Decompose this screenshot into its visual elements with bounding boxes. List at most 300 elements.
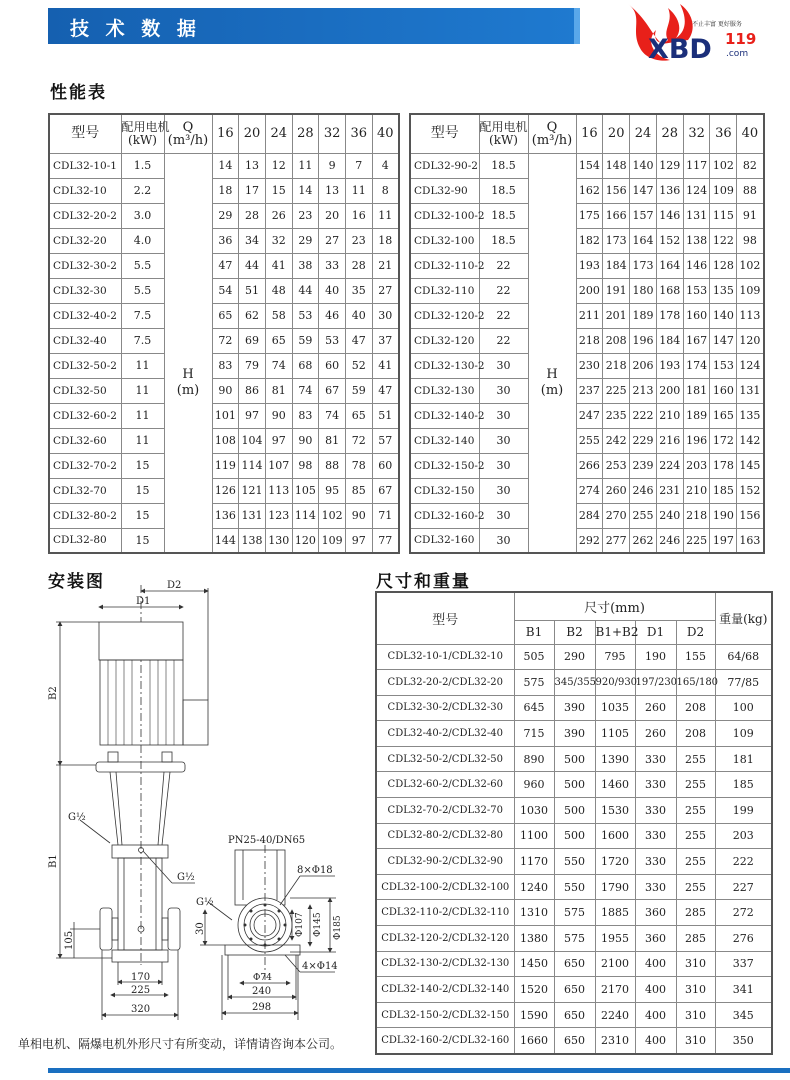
model-cell: CDL32-100 xyxy=(410,228,479,253)
head-value-cell: 142 xyxy=(737,428,764,453)
dimension-cell: 310 xyxy=(676,977,715,1003)
head-value-cell: 28 xyxy=(239,203,266,228)
dimension-cell: 345/355 xyxy=(554,670,595,696)
head-value-cell: 135 xyxy=(737,403,764,428)
table-row xyxy=(376,746,772,772)
head-value-cell: 210 xyxy=(656,403,683,428)
head-value-cell: 67 xyxy=(372,478,399,503)
dimension-cell: 500 xyxy=(554,798,595,824)
weight-cell: 199 xyxy=(715,798,772,824)
head-value-cell: 148 xyxy=(603,153,630,178)
model-cell: CDL32-130 xyxy=(410,378,479,403)
head-value-cell: 211 xyxy=(576,303,603,328)
head-value-cell: 44 xyxy=(239,253,266,278)
table-row xyxy=(376,977,772,1003)
dimension-cell: 330 xyxy=(635,746,676,772)
head-value-cell: 266 xyxy=(576,453,603,478)
label-g-flange: G½ xyxy=(196,897,214,908)
weight-cell: 341 xyxy=(715,977,772,1003)
head-value-cell: 246 xyxy=(656,528,683,553)
head-value-cell: 48 xyxy=(265,278,292,303)
dimension-cell: 400 xyxy=(635,951,676,977)
label-bolts: 8×Φ18 xyxy=(297,865,333,876)
head-value-cell: 216 xyxy=(656,428,683,453)
table-row xyxy=(376,823,772,849)
table-row xyxy=(410,353,764,378)
logo-brand: XBD xyxy=(648,34,712,65)
head-value-cell: 29 xyxy=(212,203,239,228)
head-value-cell: 154 xyxy=(576,153,603,178)
head-value-cell: 65 xyxy=(265,328,292,353)
head-value-cell: 240 xyxy=(656,503,683,528)
head-value-cell: 32 xyxy=(265,228,292,253)
head-value-cell: 225 xyxy=(683,528,710,553)
dimensions-heading: 尺寸和重量 xyxy=(376,572,471,592)
table-row xyxy=(376,721,772,747)
dimension-cell: 1660 xyxy=(514,1028,554,1054)
dimension-cell: 1035 xyxy=(595,695,635,721)
head-value-cell: 81 xyxy=(265,378,292,403)
head-value-cell: 147 xyxy=(630,178,657,203)
dimension-cell: 1380 xyxy=(514,926,554,952)
head-value-cell: 138 xyxy=(239,528,266,553)
table-row xyxy=(376,900,772,926)
head-value-cell: 90 xyxy=(345,503,372,528)
head-value-cell: 157 xyxy=(630,203,657,228)
head-value-cell: 119 xyxy=(212,453,239,478)
head-value-cell: 81 xyxy=(319,428,346,453)
head-value-cell: 47 xyxy=(212,253,239,278)
head-value-cell: 185 xyxy=(710,478,737,503)
weight-cell: 181 xyxy=(715,746,772,772)
head-value-cell: 203 xyxy=(683,453,710,478)
motor-power-cell: 15 xyxy=(121,478,164,503)
head-value-cell: 9 xyxy=(319,153,346,178)
head-value-cell: 68 xyxy=(292,353,319,378)
label-b2: B2 xyxy=(48,686,59,700)
head-value-cell: 90 xyxy=(292,428,319,453)
header-motor-label: 配用电机 xyxy=(121,119,170,134)
table-row xyxy=(49,403,399,428)
head-value-cell: 13 xyxy=(239,153,266,178)
dimension-cell: 500 xyxy=(554,772,595,798)
dimension-cell: 285 xyxy=(676,926,715,952)
head-value-cell: 47 xyxy=(345,328,372,353)
weight-cell: 100 xyxy=(715,695,772,721)
model-cell: CDL32-90-2 xyxy=(410,153,479,178)
head-value-cell: 292 xyxy=(576,528,603,553)
logo-domain: .com xyxy=(726,49,749,59)
head-value-cell: 123 xyxy=(265,503,292,528)
model-cell: CDL32-20-2 xyxy=(49,203,121,228)
model-cell: CDL32-30-2/CDL32-30 xyxy=(376,695,514,721)
head-value-cell: 197 xyxy=(710,528,737,553)
dimension-cell: 1030 xyxy=(514,798,554,824)
model-cell: CDL32-140-2/CDL32-140 xyxy=(376,977,514,1003)
head-unit: (m) xyxy=(540,382,564,398)
dimension-cell: 1390 xyxy=(595,746,635,772)
head-value-cell: 18 xyxy=(212,178,239,203)
table-row xyxy=(49,278,399,303)
model-cell: CDL32-100-2/CDL32-100 xyxy=(376,874,514,900)
weight-cell: 337 xyxy=(715,951,772,977)
motor-power-cell: 22 xyxy=(479,328,528,353)
dimension-cell: 330 xyxy=(635,798,676,824)
table-row xyxy=(410,153,764,178)
head-value-cell: 41 xyxy=(372,353,399,378)
dimension-cell: 575 xyxy=(554,926,595,952)
head-value-cell: 8 xyxy=(372,178,399,203)
weight-cell: 227 xyxy=(715,874,772,900)
motor-power-cell: 18.5 xyxy=(479,178,528,203)
head-value-cell: 164 xyxy=(630,228,657,253)
head-value-cell: 17 xyxy=(239,178,266,203)
label-320: 320 xyxy=(131,1004,151,1015)
motor-power-cell: 5.5 xyxy=(121,253,164,278)
performance-table-right xyxy=(409,113,765,554)
head-value-cell: 160 xyxy=(710,378,737,403)
motor-power-cell: 30 xyxy=(479,353,528,378)
head-value-cell: 153 xyxy=(683,278,710,303)
performance-table-left xyxy=(48,113,400,554)
header-motor-power xyxy=(121,114,170,153)
table-row xyxy=(376,798,772,824)
dimension-cell: 1600 xyxy=(595,823,635,849)
table-row xyxy=(410,203,764,228)
table-row xyxy=(376,1002,772,1028)
head-value-cell: 36 xyxy=(212,228,239,253)
dimension-cell: 575 xyxy=(554,900,595,926)
head-value-cell: 225 xyxy=(603,378,630,403)
head-value-cell: 163 xyxy=(737,528,764,553)
dimension-cell: 255 xyxy=(676,874,715,900)
head-value-cell: 193 xyxy=(656,353,683,378)
dimension-cell: 310 xyxy=(676,951,715,977)
table-row xyxy=(410,228,764,253)
head-value-cell: 124 xyxy=(683,178,710,203)
header-model: 型号 xyxy=(376,592,514,644)
head-label-cell xyxy=(164,153,212,553)
head-value-cell: 71 xyxy=(372,503,399,528)
head-value-cell: 53 xyxy=(319,328,346,353)
table-row xyxy=(49,178,399,203)
motor-power-cell: 5.5 xyxy=(121,278,164,303)
header-flow xyxy=(164,114,212,153)
head-value-cell: 97 xyxy=(265,428,292,453)
dimension-cell: 400 xyxy=(635,1028,676,1054)
head-value-cell: 166 xyxy=(603,203,630,228)
head-value-cell: 206 xyxy=(630,353,657,378)
head-value-cell: 90 xyxy=(212,378,239,403)
table-row xyxy=(410,478,764,503)
header-motor-unit: (kW) xyxy=(489,132,518,147)
head-value-cell: 121 xyxy=(239,478,266,503)
head-value-cell: 15 xyxy=(265,178,292,203)
header-dim-col: B2 xyxy=(554,620,595,644)
dimension-cell: 645 xyxy=(514,695,554,721)
head-value-cell: 59 xyxy=(345,378,372,403)
model-cell: CDL32-10 xyxy=(49,178,121,203)
head-value-cell: 168 xyxy=(656,278,683,303)
header-dim-col: D1 xyxy=(635,620,676,644)
motor-power-cell: 15 xyxy=(121,453,164,478)
head-value-cell: 156 xyxy=(603,178,630,203)
dimension-cell: 1520 xyxy=(514,977,554,1003)
header-dim-col: B1+B2 xyxy=(595,620,635,644)
head-value-cell: 230 xyxy=(576,353,603,378)
head-value-cell: 160 xyxy=(683,303,710,328)
table-row xyxy=(49,503,399,528)
header-flow-unit: (m³/h) xyxy=(167,132,209,148)
head-value-cell: 11 xyxy=(345,178,372,203)
head-value-cell: 101 xyxy=(212,403,239,428)
header-flow-value: 32 xyxy=(683,114,710,153)
header-model: 型号 xyxy=(410,114,479,153)
label-105: 105 xyxy=(64,930,75,950)
head-value-cell: 239 xyxy=(630,453,657,478)
model-cell: CDL32-90 xyxy=(410,178,479,203)
table-row xyxy=(410,178,764,203)
model-cell: CDL32-70-2/CDL32-70 xyxy=(376,798,514,824)
model-cell: CDL32-110-2/CDL32-110 xyxy=(376,900,514,926)
head-value-cell: 69 xyxy=(239,328,266,353)
dimension-cell: 505 xyxy=(514,644,554,670)
head-value-cell: 58 xyxy=(265,303,292,328)
header-flow-value: 36 xyxy=(345,114,372,153)
head-value-cell: 189 xyxy=(683,403,710,428)
model-cell: CDL32-40-2 xyxy=(49,303,121,328)
model-cell: CDL32-20 xyxy=(49,228,121,253)
dimension-cell: 400 xyxy=(635,977,676,1003)
head-value-cell: 35 xyxy=(345,278,372,303)
weight-cell: 109 xyxy=(715,721,772,747)
head-value-cell: 146 xyxy=(683,253,710,278)
model-cell: CDL32-140-2 xyxy=(410,403,479,428)
table-row xyxy=(376,951,772,977)
head-value-cell: 184 xyxy=(656,328,683,353)
head-value-cell: 200 xyxy=(576,278,603,303)
table-row xyxy=(376,849,772,875)
table-row xyxy=(376,1028,772,1054)
head-value-cell: 180 xyxy=(630,278,657,303)
head-value-cell: 277 xyxy=(603,528,630,553)
header-flow-value: 28 xyxy=(656,114,683,153)
head-value-cell: 98 xyxy=(737,228,764,253)
motor-power-cell: 4.0 xyxy=(121,228,164,253)
model-cell: CDL32-100-2 xyxy=(410,203,479,228)
head-value-cell: 178 xyxy=(656,303,683,328)
head-value-cell: 145 xyxy=(737,453,764,478)
dimension-cell: 650 xyxy=(554,951,595,977)
head-value-cell: 54 xyxy=(212,278,239,303)
model-cell: CDL32-50-2/CDL32-50 xyxy=(376,746,514,772)
head-value-cell: 29 xyxy=(292,228,319,253)
header-dim-col: B1 xyxy=(514,620,554,644)
head-value-cell: 108 xyxy=(212,428,239,453)
label-flange-spec: PN25-40/DN65 xyxy=(228,835,306,846)
head-value-cell: 270 xyxy=(603,503,630,528)
label-d1: D1 xyxy=(136,596,151,607)
motor-power-cell: 30 xyxy=(479,428,528,453)
head-value-cell: 53 xyxy=(292,303,319,328)
head-value-cell: 52 xyxy=(345,353,372,378)
head-value-cell: 60 xyxy=(319,353,346,378)
dimension-cell: 550 xyxy=(554,874,595,900)
model-cell: CDL32-40 xyxy=(49,328,121,353)
model-cell: CDL32-10-1 xyxy=(49,153,121,178)
dimension-cell: 960 xyxy=(514,772,554,798)
header-title: 技 术 数 据 xyxy=(70,18,201,40)
head-value-cell: 172 xyxy=(710,428,737,453)
motor-power-cell: 22 xyxy=(479,278,528,303)
dimension-cell: 1170 xyxy=(514,849,554,875)
table-row xyxy=(376,644,772,670)
table-row xyxy=(49,203,399,228)
dimension-cell: 360 xyxy=(635,926,676,952)
header-motor-unit: (kW) xyxy=(128,132,157,147)
weight-cell: 222 xyxy=(715,849,772,875)
dimension-cell: 890 xyxy=(514,746,554,772)
head-value-cell: 74 xyxy=(319,403,346,428)
dimension-cell: 390 xyxy=(554,695,595,721)
model-cell: CDL32-20-2/CDL32-20 xyxy=(376,670,514,696)
header-flow-label: Q xyxy=(546,119,558,135)
dimension-cell: 155 xyxy=(676,644,715,670)
head-value-cell: 4 xyxy=(372,153,399,178)
motor-power-cell: 30 xyxy=(479,403,528,428)
head-value-cell: 113 xyxy=(265,478,292,503)
dimension-cell: 190 xyxy=(635,644,676,670)
label-phi74: Φ74 xyxy=(253,973,272,983)
head-value-cell: 109 xyxy=(710,178,737,203)
table-row xyxy=(49,253,399,278)
head-value-cell: 90 xyxy=(265,403,292,428)
model-cell: CDL32-110 xyxy=(410,278,479,303)
head-value-cell: 65 xyxy=(345,403,372,428)
table-header-row xyxy=(410,114,764,153)
dimension-cell: 1720 xyxy=(595,849,635,875)
table-row xyxy=(410,278,764,303)
dimension-cell: 650 xyxy=(554,1028,595,1054)
head-value-cell: 28 xyxy=(345,253,372,278)
dimension-cell: 1460 xyxy=(595,772,635,798)
label-phi107: Φ107 xyxy=(295,912,305,937)
head-value-cell: 153 xyxy=(710,353,737,378)
head-value-cell: 218 xyxy=(603,353,630,378)
header-flow-value: 20 xyxy=(239,114,266,153)
head-value-cell: 173 xyxy=(603,228,630,253)
head-value-cell: 178 xyxy=(710,453,737,478)
dimension-cell: 1450 xyxy=(514,951,554,977)
model-cell: CDL32-10-1/CDL32-10 xyxy=(376,644,514,670)
weight-cell: 203 xyxy=(715,823,772,849)
model-cell: CDL32-80-2/CDL32-80 xyxy=(376,823,514,849)
model-cell: CDL32-160-2/CDL32-160 xyxy=(376,1028,514,1054)
table-row xyxy=(376,874,772,900)
head-value-cell: 12 xyxy=(265,153,292,178)
dimension-cell: 1590 xyxy=(514,1002,554,1028)
head-value-cell: 138 xyxy=(683,228,710,253)
dimension-cell: 715 xyxy=(514,721,554,747)
head-value-cell: 229 xyxy=(630,428,657,453)
head-value-cell: 114 xyxy=(292,503,319,528)
head-value-cell: 126 xyxy=(212,478,239,503)
head-value-cell: 193 xyxy=(576,253,603,278)
dimension-cell: 400 xyxy=(635,1002,676,1028)
head-value-cell: 124 xyxy=(737,353,764,378)
head-value-cell: 131 xyxy=(239,503,266,528)
head-value-cell: 174 xyxy=(683,353,710,378)
head-value-cell: 122 xyxy=(710,228,737,253)
head-value-cell: 37 xyxy=(372,328,399,353)
head-value-cell: 40 xyxy=(345,303,372,328)
head-value-cell: 218 xyxy=(576,328,603,353)
weight-cell: 350 xyxy=(715,1028,772,1054)
dimension-cell: 575 xyxy=(514,670,554,696)
dimension-cell: 1310 xyxy=(514,900,554,926)
model-cell: CDL32-40-2/CDL32-40 xyxy=(376,721,514,747)
head-value-cell: 167 xyxy=(683,328,710,353)
model-cell: CDL32-120 xyxy=(410,328,479,353)
dimension-cell: 1100 xyxy=(514,823,554,849)
dimension-cell: 390 xyxy=(554,721,595,747)
head-value-cell: 189 xyxy=(630,303,657,328)
dimensions-table xyxy=(375,591,773,1055)
head-value-cell: 27 xyxy=(319,228,346,253)
motor-power-cell: 11 xyxy=(121,378,164,403)
dimension-cell: 330 xyxy=(635,849,676,875)
dimension-cell: 310 xyxy=(676,1028,715,1054)
head-value-cell: 74 xyxy=(292,378,319,403)
header-dim-col: D2 xyxy=(676,620,715,644)
model-cell: CDL32-80-2 xyxy=(49,503,121,528)
dimension-cell: 208 xyxy=(676,721,715,747)
head-value-cell: 88 xyxy=(319,453,346,478)
logo-number: 119 xyxy=(725,30,757,48)
model-cell: CDL32-130-2/CDL32-130 xyxy=(376,951,514,977)
head-value-cell: 7 xyxy=(345,153,372,178)
table-row xyxy=(376,670,772,696)
table-row xyxy=(49,353,399,378)
header-flow-value: 36 xyxy=(710,114,737,153)
weight-cell: 276 xyxy=(715,926,772,952)
motor-power-cell: 30 xyxy=(479,453,528,478)
head-value-cell: 184 xyxy=(603,253,630,278)
header-motor-power xyxy=(479,114,528,153)
header-flow-label: Q xyxy=(182,119,194,135)
head-value-cell: 78 xyxy=(345,453,372,478)
head-value-cell: 14 xyxy=(292,178,319,203)
head-value-cell: 60 xyxy=(372,453,399,478)
head-value-cell: 165 xyxy=(710,403,737,428)
table-row xyxy=(410,328,764,353)
head-value-cell: 130 xyxy=(265,528,292,553)
head-value-cell: 18 xyxy=(372,228,399,253)
motor-power-cell: 3.0 xyxy=(121,203,164,228)
header-flow-unit: (m³/h) xyxy=(531,132,573,148)
model-cell: CDL32-90-2/CDL32-90 xyxy=(376,849,514,875)
head-value-cell: 27 xyxy=(372,278,399,303)
header-motor-label: 配用电机 xyxy=(479,119,528,134)
head-value-cell: 191 xyxy=(603,278,630,303)
dimension-cell: 255 xyxy=(676,798,715,824)
label-d2: D2 xyxy=(167,580,182,591)
model-cell: CDL32-130-2 xyxy=(410,353,479,378)
head-value-cell: 102 xyxy=(319,503,346,528)
head-value-cell: 86 xyxy=(239,378,266,403)
model-cell: CDL32-160-2 xyxy=(410,503,479,528)
dimension-cell: 2170 xyxy=(595,977,635,1003)
